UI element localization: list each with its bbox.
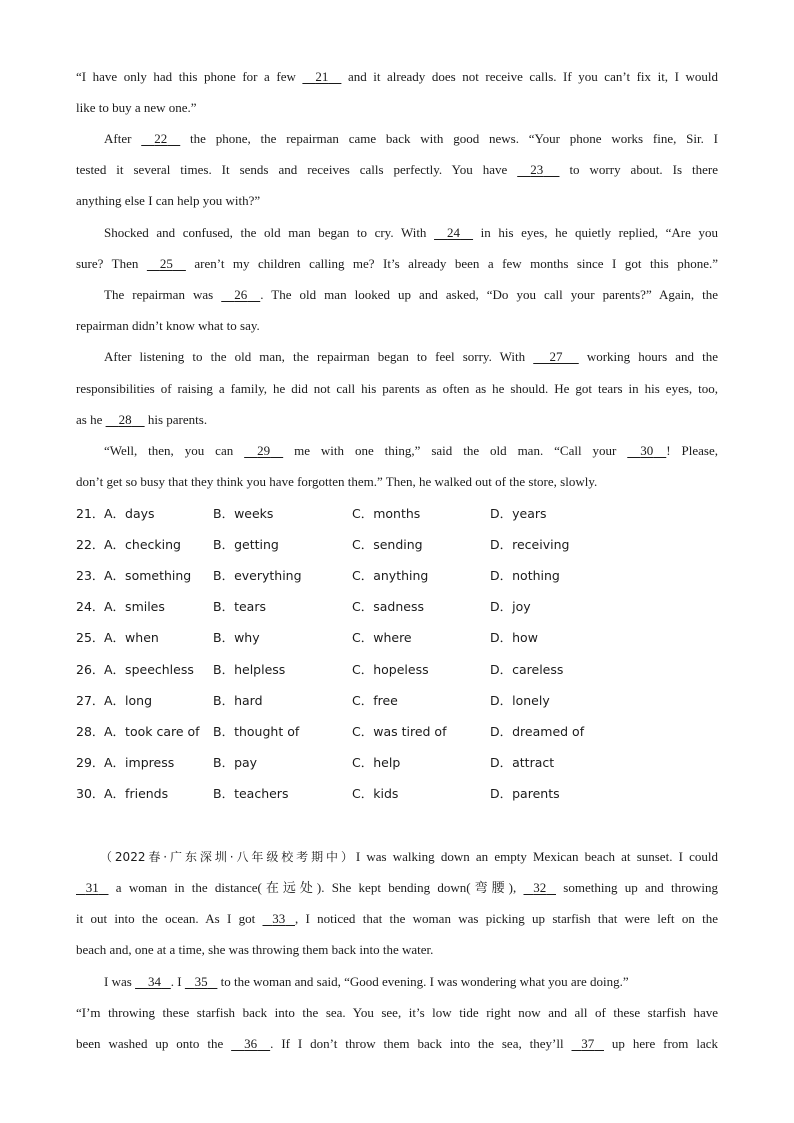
passage2-line3: it out into the ocean. As I got 33 , I noticed that the woman was picking up starfish that were left on the <box>76 911 718 926</box>
option-d[interactable]: D．receiving <box>490 537 570 552</box>
source-tag: （2022春·广东深圳·八年级校考期中） <box>100 850 356 864</box>
option-c[interactable]: C．anything <box>352 568 429 583</box>
blank-24: 24 <box>447 225 461 240</box>
passage2-line1: （2022春·广东深圳·八年级校考期中）I was walking down an empty Mexican beach at sunset. I could <box>100 849 718 864</box>
option-b[interactable]: B．getting <box>213 537 279 552</box>
blank-21: 21 <box>315 69 329 84</box>
blank-23: 23 <box>530 162 544 177</box>
passage1-line2: like to buy a new one.” <box>76 100 197 115</box>
option-number: 25． <box>76 630 105 645</box>
passage2-line5: I was 34 . I 35 to the woman and said, “Good evening. I was wondering what you are doing.” <box>104 974 629 989</box>
option-c[interactable]: C．free <box>352 693 398 708</box>
option-a[interactable]: A．friends <box>104 786 169 801</box>
passage1-line11: responsibilities of raising a family, he did not call his parents as often as he should. He got tears in his eyes, too, <box>76 381 718 396</box>
option-a[interactable]: A．something <box>104 568 192 583</box>
blank-28: 28 <box>118 412 132 427</box>
option-a[interactable]: A．speechless <box>104 662 194 677</box>
blank-27: 27 <box>549 349 563 364</box>
option-c[interactable]: C．months <box>352 506 421 521</box>
option-c[interactable]: C．help <box>352 755 401 770</box>
option-c[interactable]: C．was tired of <box>352 724 447 739</box>
option-c[interactable]: C．hopeless <box>352 662 429 677</box>
option-d[interactable]: D．attract <box>490 755 555 770</box>
option-number: 26． <box>76 662 105 677</box>
option-number: 23． <box>76 568 105 583</box>
passage2-line7: been washed up onto the 36 . If I don’t throw them back into the sea, they’ll 37 up here from lack <box>76 1036 718 1051</box>
passage2-line4: beach and, one at a time, she was throwing them back into the water. <box>76 942 434 957</box>
passage1-line7: sure? Then 25 aren’t my children calling me? It’s already been a few months since I got this phone.” <box>76 256 719 271</box>
option-d[interactable]: D．careless <box>490 662 564 677</box>
option-number: 29． <box>76 755 105 770</box>
option-a[interactable]: A．long <box>104 693 153 708</box>
passage1-line5: anything else I can help you with?” <box>76 193 261 208</box>
option-a[interactable]: A．took care of <box>104 724 200 739</box>
option-b[interactable]: B．teachers <box>213 786 289 801</box>
option-b[interactable]: B．tears <box>213 599 266 614</box>
option-a[interactable]: A．checking <box>104 537 181 552</box>
passage1-line6: Shocked and confused, the old man began to cry. With 24 in his eyes, he quietly replied, “Are you <box>104 225 718 240</box>
blank-31: 31 <box>85 880 99 895</box>
option-b[interactable]: B．why <box>213 630 260 645</box>
option-number: 24． <box>76 599 105 614</box>
passage1-line12: as he 28 his parents. <box>76 412 208 427</box>
option-c[interactable]: C．kids <box>352 786 399 801</box>
option-number: 21． <box>76 506 105 521</box>
option-c[interactable]: C．sending <box>352 537 423 552</box>
blank-33: 33 <box>272 911 286 926</box>
blank-25: 25 <box>159 256 173 271</box>
option-d[interactable]: D．joy <box>490 599 531 614</box>
blank-34: 34 <box>148 974 162 989</box>
option-a[interactable]: A．impress <box>104 755 175 770</box>
option-c[interactable]: C．where <box>352 630 412 645</box>
option-b[interactable]: B．helpless <box>213 662 286 677</box>
option-a[interactable]: A．when <box>104 630 159 645</box>
option-b[interactable]: B．everything <box>213 568 302 583</box>
blank-26: 26 <box>234 287 248 302</box>
option-c[interactable]: C．sadness <box>352 599 424 614</box>
option-a[interactable]: A．days <box>104 506 155 521</box>
passage1-line9: repairman didn’t know what to say. <box>76 318 260 333</box>
option-d[interactable]: D．years <box>490 506 547 521</box>
blank-22: 22 <box>154 131 168 146</box>
blank-36: 36 <box>244 1036 258 1051</box>
blank-35: 35 <box>194 974 208 989</box>
passage2-line2: 31 a woman in the distance(在远处). She kept bending down(弯腰), 32 something up and throwing <box>76 879 718 897</box>
option-d[interactable]: D．how <box>490 630 538 645</box>
option-number: 27． <box>76 693 105 708</box>
option-d[interactable]: D．parents <box>490 786 560 801</box>
option-d[interactable]: D．nothing <box>490 568 560 583</box>
option-b[interactable]: B．weeks <box>213 506 274 521</box>
passage1-line10: After listening to the old man, the repairman began to feel sorry. With 27 working hours and the <box>104 349 718 364</box>
passage1-line4: tested it several times. It sends and receives calls perfectly. You have 23 to worry about. Is there <box>76 162 718 177</box>
option-number: 22． <box>76 537 105 552</box>
passage2-line6: “I’m throwing these starfish back into the sea. You see, it’s low tide right now and all of these starfish have <box>76 1005 718 1020</box>
option-d[interactable]: D．lonely <box>490 693 550 708</box>
blank-29: 29 <box>257 443 271 458</box>
passage1-line8: The repairman was 26 . The old man looked up and asked, “Do you call your parents?” Again, the <box>104 287 718 302</box>
blank-30: 30 <box>640 443 654 458</box>
option-d[interactable]: D．dreamed of <box>490 724 585 739</box>
blank-37: 37 <box>581 1036 595 1051</box>
passage1-line1: “I have only had this phone for a few 21 and it already does not receive calls. If you can’t fix it, I would <box>76 69 718 84</box>
passage1-line14: don’t get so busy that they think you have forgotten them.” Then, he walked out of the store, slowly. <box>76 474 598 489</box>
blank-32: 32 <box>533 880 547 895</box>
option-b[interactable]: B．hard <box>213 693 263 708</box>
option-number: 30． <box>76 786 105 801</box>
passage1-line3: After 22 the phone, the repairman came back with good news. “Your phone works fine, Sir. I <box>104 131 718 146</box>
option-b[interactable]: B．thought of <box>213 724 300 739</box>
option-number: 28． <box>76 724 105 739</box>
option-a[interactable]: A．smiles <box>104 599 165 614</box>
passage1-line13: “Well, then, you can 29 me with one thing,” said the old man. “Call your 30 ! Please, <box>104 443 718 458</box>
option-b[interactable]: B．pay <box>213 755 258 770</box>
